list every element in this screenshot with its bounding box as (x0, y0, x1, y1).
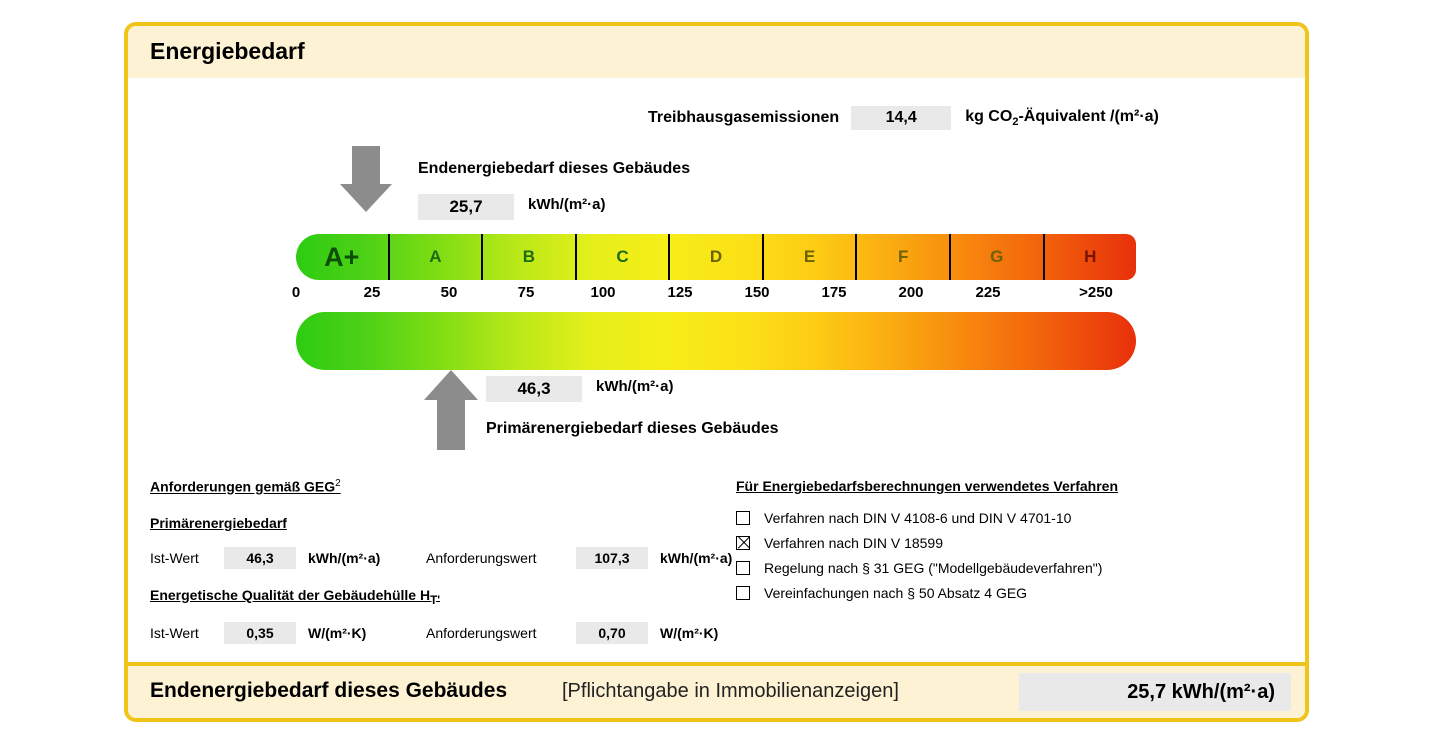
method-option-label: Verfahren nach DIN V 4108-6 und DIN V 4701-10 (764, 510, 1072, 526)
envelope-title-text: Energetische Qualität der Gebäudehülle H (150, 586, 431, 603)
ghg-unit-sub: 2 (1012, 116, 1019, 129)
card-footer (128, 662, 1305, 718)
envelope-title-sub: T' (430, 593, 440, 607)
tick-100: 100 (590, 284, 616, 301)
primary-energy-row (150, 547, 750, 569)
tick-50: 50 (440, 284, 458, 301)
requirements-block (150, 478, 750, 679)
primary-req-unit: kWh/(m²·a) (660, 549, 733, 566)
methods-block (736, 478, 1206, 610)
footer-value: 25,7 kWh/(m²·a) (1019, 673, 1291, 711)
class-bar (296, 234, 1136, 280)
footer-note: [Pflichtangabe in Immobilienanzeigen] (562, 680, 899, 702)
ghg-unit-prefix: kg CO (965, 107, 1013, 125)
class-segment-d: D (670, 234, 764, 280)
methods-title: Für Energiebedarfsberechnungen verwendetes Verfahren (736, 478, 1119, 494)
method-option-modellgebaeude[interactable] (736, 560, 1206, 576)
tick-75: 75 (517, 284, 535, 301)
envelope-req-unit: W/(m²·K) (660, 625, 719, 642)
method-option-vereinfachungen[interactable] (736, 585, 1206, 601)
ghg-unit-suffix: -Äquivalent /(m²·a) (1018, 107, 1159, 125)
primary-energy-label: Primärenergiebedarf dieses Gebäudes (486, 420, 779, 437)
checkbox-icon[interactable] (736, 561, 750, 575)
envelope-ist-unit: W/(m²·K) (308, 625, 367, 642)
tick-175: 175 (821, 284, 847, 301)
primary-energy-value: 46,3 (486, 376, 582, 402)
greenhouse-gas-unit (965, 108, 1159, 128)
primary-ist-value: 46,3 (224, 547, 296, 569)
tick-150: 150 (744, 284, 770, 301)
end-energy-unit: kWh/(m²·a) (528, 196, 606, 213)
tick-0: 0 (291, 284, 301, 301)
envelope-ist-label: Ist-Wert (150, 625, 199, 642)
class-segment-g: G (951, 234, 1045, 280)
tick-200: 200 (898, 284, 924, 301)
tick-225: 225 (975, 284, 1001, 301)
greenhouse-gas-value: 14,4 (851, 106, 951, 130)
tick-25: 25 (363, 284, 381, 301)
requirements-title-footnote: 2 (335, 478, 341, 489)
method-option-label: Regelung nach § 31 GEG ("Modellgebäudeverfahren") (764, 560, 1103, 576)
card-body (128, 78, 1305, 666)
checkbox-icon[interactable] (736, 511, 750, 525)
primary-ist-label: Ist-Wert (150, 549, 199, 566)
requirements-title (150, 478, 750, 495)
gradient-bar (296, 312, 1136, 370)
class-segment-b: B (483, 234, 577, 280)
primary-energy-arrow-icon (424, 370, 478, 450)
energiebedarf-card (124, 22, 1309, 722)
method-option-label: Verfahren nach DIN V 18599 (764, 535, 944, 551)
primary-energy-section-title: Primärenergiebedarf (150, 514, 287, 531)
method-option-label: Vereinfachungen nach § 50 Absatz 4 GEG (764, 585, 1028, 601)
method-option-din4108[interactable] (736, 510, 1206, 526)
greenhouse-gas-label: Treibhausgasemissionen (648, 109, 840, 126)
class-segment-e: E (764, 234, 858, 280)
tick-250: >250 (1079, 284, 1113, 301)
checkbox-icon[interactable] (736, 586, 750, 600)
envelope-ist-value: 0,35 (224, 622, 296, 644)
primary-energy-unit: kWh/(m²·a) (596, 378, 674, 395)
envelope-req-value: 0,70 (576, 622, 648, 644)
class-segment-h: H (1084, 247, 1097, 266)
envelope-section-title (150, 587, 750, 607)
end-energy-value: 25,7 (418, 194, 514, 220)
card-header (128, 26, 1305, 78)
primary-req-label: Anforderungswert (426, 549, 537, 566)
scale-ticks (291, 284, 1136, 306)
greenhouse-gas-row (648, 106, 1159, 130)
primary-ist-unit: kWh/(m²·a) (308, 549, 381, 566)
tick-125: 125 (667, 284, 693, 301)
class-segment-a: A (390, 234, 484, 280)
class-segment-aplus: A+ (296, 234, 390, 280)
class-segment-f: F (857, 234, 951, 280)
page-title: Energiebedarf (150, 38, 305, 64)
envelope-row (150, 622, 750, 644)
primary-req-value: 107,3 (576, 547, 648, 569)
checkbox-checked-icon[interactable] (736, 536, 750, 550)
class-segment-c: C (577, 234, 671, 280)
requirements-title-text: Anforderungen gemäß GEG (150, 478, 336, 495)
footer-title: Endenergiebedarf dieses Gebäudes (150, 679, 508, 702)
end-energy-label: Endenergiebedarf dieses Gebäudes (418, 160, 691, 177)
envelope-req-label: Anforderungswert (426, 625, 537, 642)
method-option-din18599[interactable] (736, 535, 1206, 551)
